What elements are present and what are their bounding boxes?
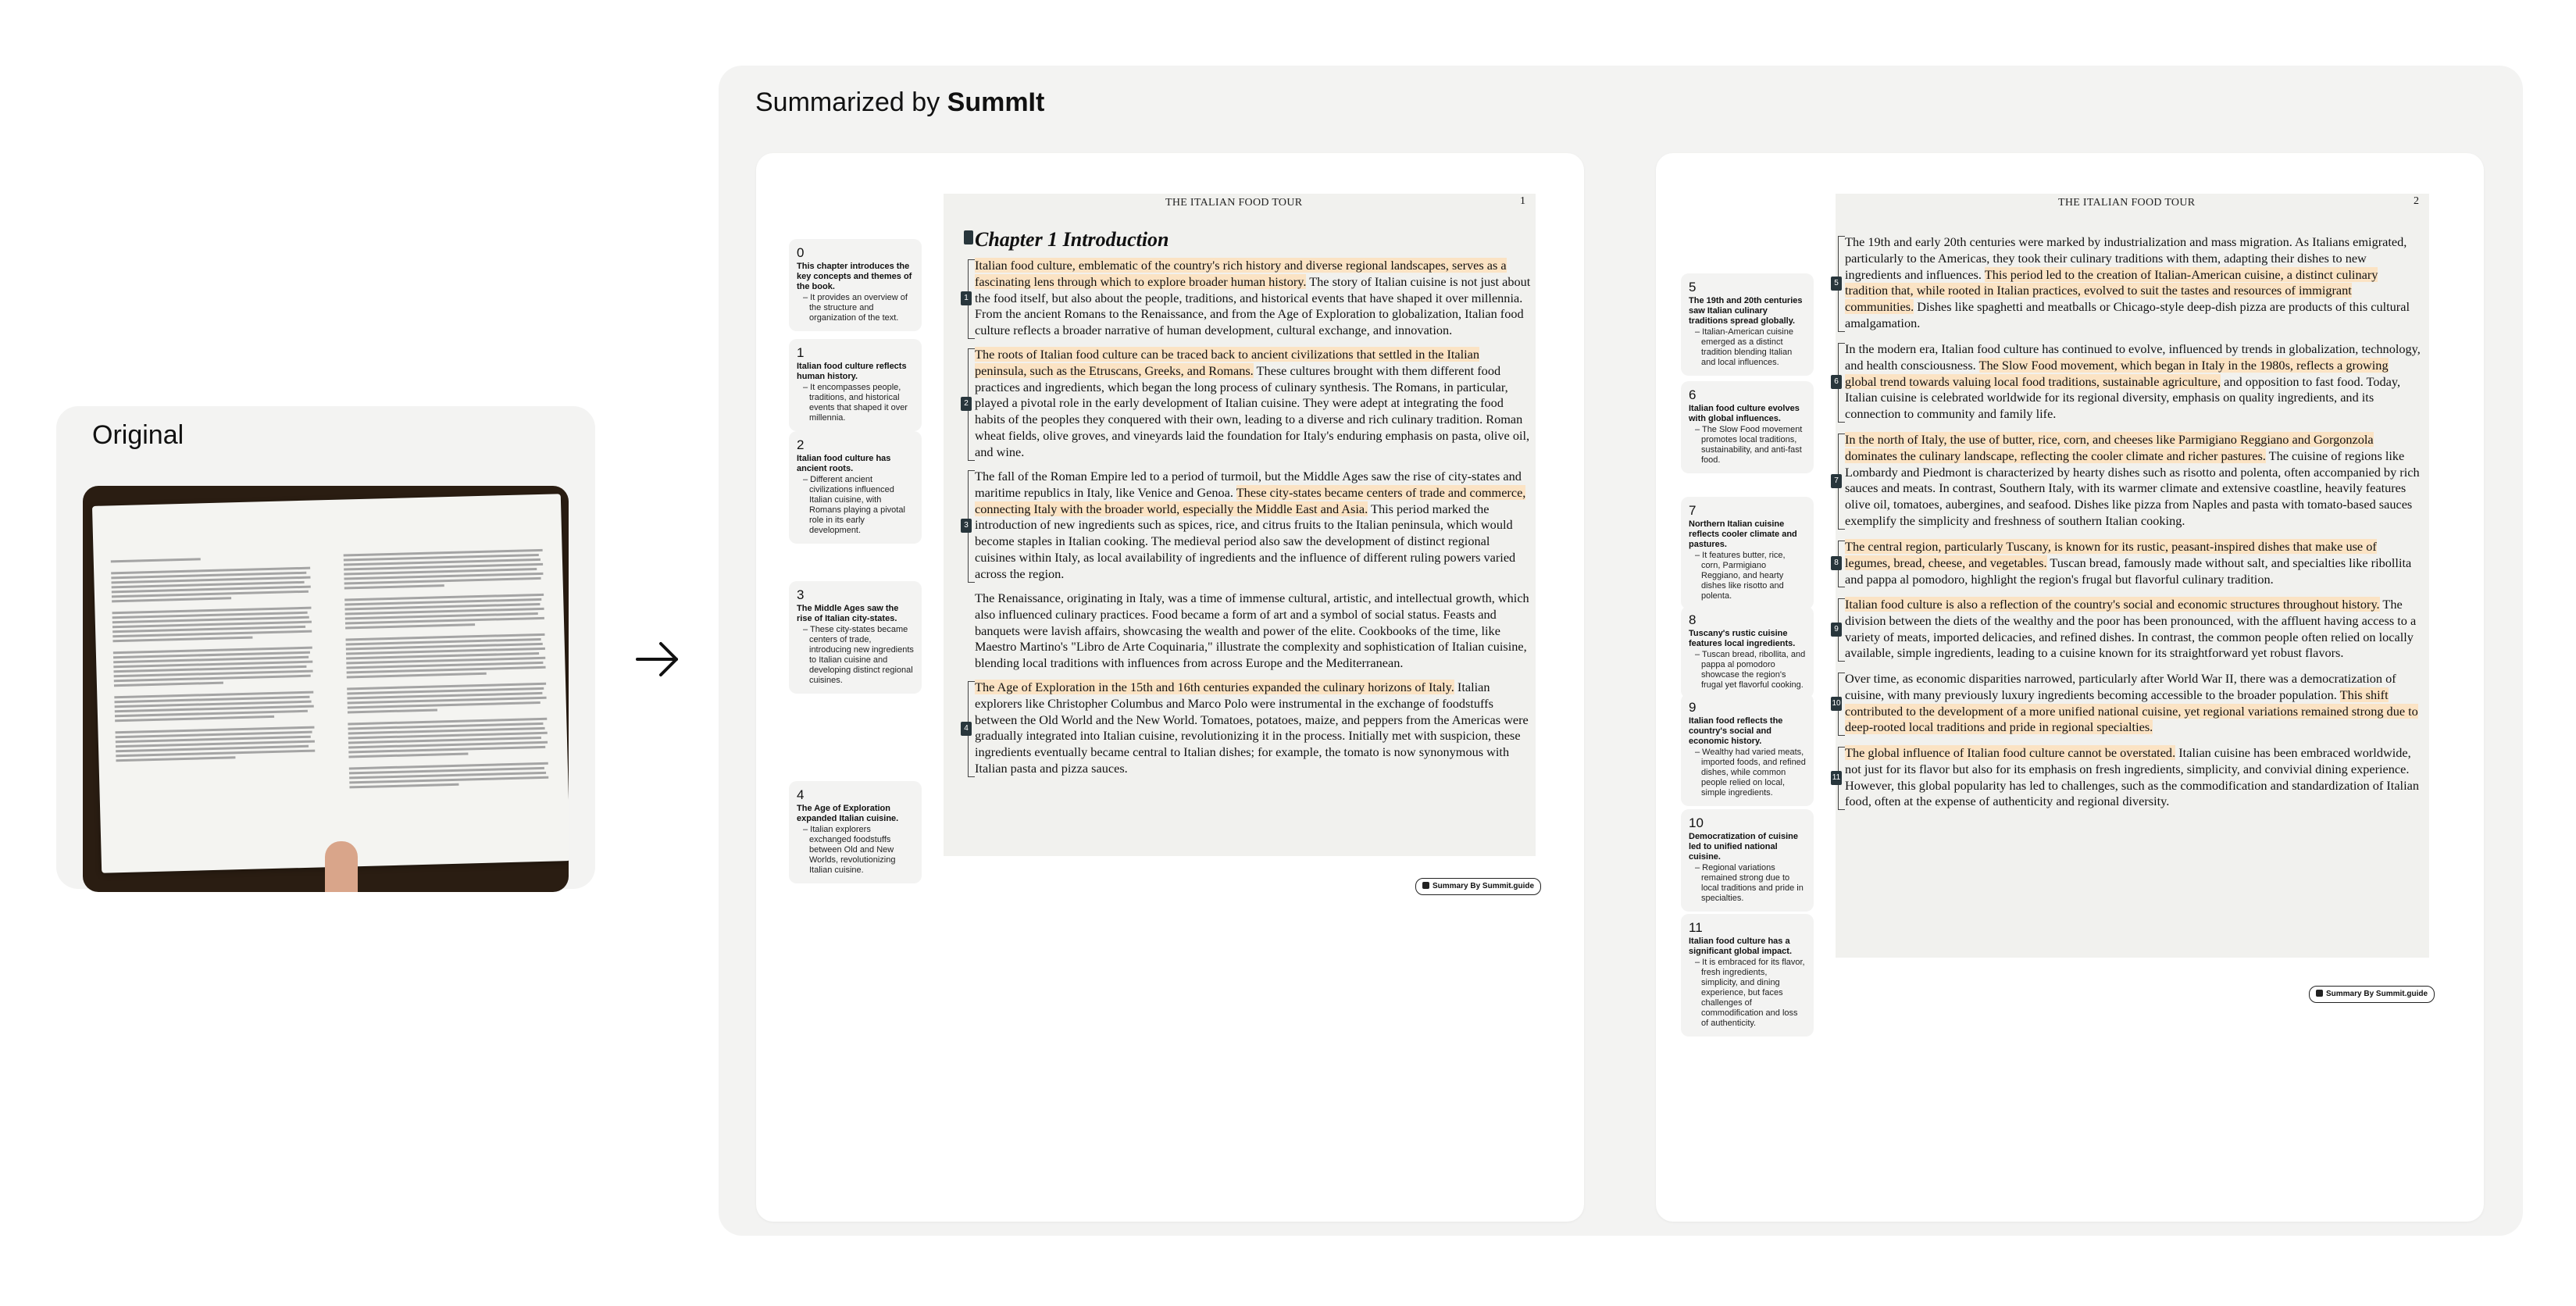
note-title: Italian food culture reflects human history.: [797, 362, 907, 381]
note-number: 6: [1689, 387, 1697, 402]
note-title: The 19th and 20th centuries saw Italian culinary traditions spread globally.: [1689, 296, 1803, 326]
paragraph-text: The 19th and early 20th centuries were marked by industrialization and mass migration. As Italians emigrated, particularly to the Americas, they took their culinary traditions with them, adapting their dishes to new ingredients and influences.: [1845, 234, 2407, 282]
original-label: Original: [92, 420, 184, 450]
highlighted-sentence[interactable]: The central region, particularly Tuscany, is known for its rustic, peasant-inspired dishes that make use of legumes, bread, cheese, and vegetables.: [1845, 539, 2377, 570]
note-title: Italian food culture has ancient roots.: [797, 454, 891, 473]
paragraph: [1845, 341, 2423, 423]
paragraph-text: Over time, as economic disparities narrowed, particularly after World War II, there was a democratization of cuisine, with many previously luxury ingredients becoming accessible to the broader population.: [1845, 671, 2396, 702]
highlighted-sentence[interactable]: Italian food culture, emblematic of the country's rich history and diverse regional landscapes, serves as a fascinating lens through which to explore broader human history.: [975, 258, 1507, 289]
paragraph-marker[interactable]: 3: [961, 519, 972, 533]
paragraph-marker[interactable]: 7: [1831, 474, 1842, 488]
summary-note[interactable]: [789, 781, 922, 883]
paragraph-text: Dishes like spaghetti and meatballs or Chicago-style deep-dish pizza are products of this cultural amalgamation.: [1845, 299, 2410, 330]
note-title: Northern Italian cuisine reflects cooler climate and pastures.: [1689, 519, 1797, 549]
note-bullet: – Tuscan bread, ribollita, and pappa al pomodoro showcase the region's frugal yet flavorful cooking.: [1695, 650, 1806, 690]
summary-note[interactable]: [789, 339, 922, 431]
paragraph-text: Italian cuisine has been embraced worldwide, not just for its flavor but also for its emphasis on fresh ingredients, simplicity, and convivial dining experience. However, this global popularity has led to challenges, such as the commodification and standardization of Italian food, often at the expense of authenticity and regional diversity.: [1845, 745, 2419, 809]
paragraph-text: The fall of the Roman Empire led to a period of turmoil, but the Middle Ages saw the rise of city-states and maritime republics in Italy, like Venice and Genoa.: [975, 469, 1522, 500]
summary-note[interactable]: [1681, 694, 1814, 806]
summary-note[interactable]: [789, 581, 922, 694]
paragraph-marker[interactable]: 11: [1831, 771, 1842, 785]
paragraph: [1845, 432, 2423, 530]
summary-label: Summarized by SummIt: [755, 87, 1045, 117]
paragraph-marker[interactable]: 1: [961, 291, 972, 305]
paragraph: [1845, 539, 2423, 587]
guide-label: Summary By Summit.guide: [1432, 882, 1535, 890]
note-bullet: – It encompasses people, traditions, and historical events that shaped it over millennia.: [803, 383, 908, 423]
paragraph-text: This period marked the introduction of new ingredients such as spices, rice, and citrus fruits to the Italian peninsula, which would become staples in Italian cooking. The medieval period also saw the development of distinct regional cuisines within Italy, as local availability of ingredients and the influence of different ruling powers varied across the region.: [975, 501, 1516, 581]
paragraph: [1845, 597, 2423, 662]
summary-note[interactable]: [1681, 809, 1814, 912]
original-page-left: [111, 555, 316, 765]
paragraph: [975, 591, 1531, 672]
summit-guide-badge[interactable]: [2309, 986, 2435, 1003]
highlighted-sentence[interactable]: The Age of Exploration in the 15th and 16th centuries expanded the culinary horizons of Italy.: [975, 680, 1454, 694]
note-bullet: – Wealthy had varied meats, imported foods, and refined dishes, while common people relied on local, simple ingredients.: [1695, 748, 1806, 798]
note-number: 10: [1689, 815, 1704, 830]
note-title: The Middle Ages saw the rise of Italian city-states.: [797, 604, 899, 623]
chapter-title: Chapter 1 Introduction: [975, 228, 1169, 251]
running-head: THE ITALIAN FOOD TOUR: [2058, 197, 2196, 209]
paragraph-marker[interactable]: 10: [1831, 697, 1842, 711]
paragraph-text: These cultures brought with them different food practices and ingredients, which began the long process of culinary synthesis. The Romans, in particular, played a pivotal role in the early development of Italian cuisine. They were adept at integrating the food habits of the peoples they conquered with their own, leading to a diverse and rich culinary tradition. Roman wheat fields, olive groves, and vineyards laid the foundation for Italy's enduring emphasis on pasta, olive oil, and wine.: [975, 362, 1530, 459]
paragraph-text: The Renaissance, originating in Italy, was a time of immense cultural, artistic, and intellectual growth, which also influenced culinary practices. Food became a form of art and a symbol of social status. Feasts and banquets were lavish affairs, showcasing the wealth and power of the elite. Cookbooks of the time, like Maestro Martino's "Libro de Arte Coquinaria," illustrate the complexity and sophistication of Italian cuisine, blending local traditions with influences from across Europe and the Mediterranean.: [975, 591, 1529, 671]
note-number: 3: [797, 587, 805, 602]
highlighted-sentence[interactable]: The global influence of Italian food culture cannot be overstated.: [1845, 745, 2176, 760]
running-head: THE ITALIAN FOOD TOUR: [1165, 197, 1303, 209]
note-title: This chapter introduces the key concepts and themes of the book.: [797, 262, 912, 291]
paragraph: [975, 258, 1531, 339]
note-title: Democratization of cuisine led to unified national cuisine.: [1689, 832, 1798, 862]
note-number: 0: [797, 245, 805, 260]
note-bullet: – It provides an overview of the structure and organization of the text.: [803, 293, 908, 323]
highlighted-sentence[interactable]: Italian food culture is also a reflection of the country's social and economic structures throughout history.: [1845, 597, 2380, 612]
highlighted-sentence[interactable]: These city-states became centers of trade and commerce, connecting Italy with the broader world, especially the Middle East and Asia.: [975, 484, 1526, 516]
summary-note[interactable]: [1681, 606, 1814, 698]
note-title: The Age of Exploration expanded Italian cuisine.: [797, 804, 899, 823]
note-number: 5: [1689, 280, 1697, 294]
paragraph-text: Tuscan bread, famously made without salt, and specialties like ribollita and pappa al pomodoro, highlight the region's frugal but flavorful culinary tradition.: [1845, 555, 2412, 587]
summit-logo-icon: [2316, 990, 2323, 997]
paragraph-text: In the modern era, Italian food culture has continued to evolve, influenced by trends in globalization, technology, and health consciousness.: [1845, 341, 2421, 373]
paragraph-text: The story of Italian cuisine is not just about the food itself, but also about the people, traditions, and historical events that have shaped it over millennia. From the ancient Romans to the Renaissance, and from the Age of Exploration to globalization, Italian food culture reflects a broader narrative of human development, cultural exchange, and innovation.: [975, 273, 1531, 338]
highlighted-sentence[interactable]: The roots of Italian food culture can be traced back to ancient civilizations that settled in the Italian peninsula, such as the Etruscans, Greeks, and Romans.: [975, 347, 1480, 378]
paragraph-marker[interactable]: 8: [1831, 556, 1842, 570]
original-document-paper: [92, 494, 569, 873]
summit-logo-icon: [1422, 882, 1429, 889]
summary-note[interactable]: [1681, 381, 1814, 473]
note-bullet: – The Slow Food movement promotes local traditions, sustainability, and anti-fast food.: [1695, 425, 1803, 465]
summary-note[interactable]: [1681, 914, 1814, 1037]
note-title: Italian food culture evolves with global influences.: [1689, 404, 1800, 423]
paragraph: [1845, 234, 2423, 332]
note-bullet: – Regional variations remained strong due to local traditions and pride in specialties.: [1695, 863, 1804, 903]
summary-note[interactable]: [1681, 497, 1814, 609]
paragraph-marker[interactable]: 6: [1831, 375, 1842, 389]
note-number: 4: [797, 787, 805, 802]
paragraph-marker[interactable]: 9: [1831, 623, 1842, 637]
page-number: 1: [1520, 195, 1525, 207]
paragraph: [975, 680, 1531, 777]
note-bullet: – Different ancient civilizations influenced Italian cuisine, with Romans playing a pivotal role in its early development.: [803, 475, 905, 535]
highlighted-sentence[interactable]: This shift contributed to the development of a more unified national cuisine, yet regional variations remained strong due to deep-rooted local traditions and pride in regional specialties.: [1845, 687, 2418, 735]
highlighted-sentence[interactable]: The Slow Food movement, which began in Italy in the 1980s, reflects a growing global trend towards valuing local food traditions, sustainable agriculture,: [1845, 357, 2389, 389]
paragraph: [1845, 671, 2423, 736]
note-number: 2: [797, 437, 805, 452]
paragraph: [1845, 745, 2423, 810]
paragraph-marker[interactable]: 5: [1831, 277, 1842, 291]
paragraph-text: The division between the diets of the wealthy and the poor has been pronounced, with the affluent having access to a variety of meats, imported delicacies, and refined dishes. In contrast, the common people often relied on locally available, simple ingredients, leading to a cuisine known for its straightforward yet robust flavors.: [1845, 597, 2417, 661]
note-number: 7: [1689, 503, 1697, 518]
brand-name: SummIt: [947, 87, 1045, 117]
paragraph: [975, 347, 1531, 461]
section-marker: [964, 230, 973, 244]
arrow-right-icon: [633, 634, 683, 684]
note-bullet: – These city-states became centers of trade, introducing new ingredients to Italian cuisine and developing distinct regional cuisines.: [803, 625, 914, 685]
paragraph-marker[interactable]: 4: [961, 722, 972, 736]
note-title: Italian food culture has a significant global impact.: [1689, 937, 1793, 956]
note-bullet: – Italian explorers exchanged foodstuffs between Old and New Worlds, revolutionizing Italian cuisine.: [803, 825, 896, 875]
note-title: Italian food reflects the country's social and economic history.: [1689, 716, 1783, 746]
summary-note[interactable]: [1681, 273, 1814, 376]
note-number: 11: [1689, 920, 1703, 935]
note-number: 8: [1689, 612, 1697, 627]
summit-guide-badge[interactable]: [1415, 878, 1541, 895]
note-bullet: – It features butter, rice, corn, Parmigiano Reggiano, and hearty dishes like risotto and polenta.: [1695, 551, 1786, 601]
note-title: Tuscany's rustic cuisine features local ingredients.: [1689, 629, 1796, 648]
finger: [325, 841, 358, 892]
highlighted-sentence[interactable]: This period led to the creation of Italian-American cuisine, a distinct culinary tradition that, while rooted in Italian practices, evolved to suit the tastes and resources of immigrant communities.: [1845, 266, 2378, 315]
original-page-right: [344, 549, 549, 791]
summary-note[interactable]: [789, 239, 922, 331]
highlighted-sentence[interactable]: In the north of Italy, the use of butter, rice, corn, and cheeses like Parmigiano Reggiano and Gorgonzola dominates the culinary landscape, reflecting the cooler climate and richer pastures.: [1845, 432, 2374, 463]
paragraph: [975, 469, 1531, 583]
note-number: 9: [1689, 700, 1697, 715]
note-bullet: – It is embraced for its flavor, fresh ingredients, simplicity, and dining experience, but faces challenges of commodification and loss of authenticity.: [1695, 958, 1805, 1028]
paragraph-text: The cuisine of regions like Lombardy and Piedmont is characterized by hearty dishes such as risotto and polenta, often accompanied by rich sauces and meats. In contrast, Southern Italy, with its warmer climate and extensive coastline, heavily features olive oil, tomatoes, aubergines, and seafood. Dishes like pizza from Naples and pasta with tomato-based sauces exemplify the simplicity and freshness of southern Italian cooking.: [1845, 448, 2420, 528]
summary-note[interactable]: [789, 431, 922, 544]
original-photo: [83, 486, 569, 892]
guide-label: Summary By Summit.guide: [2326, 990, 2428, 998]
page-number: 2: [2414, 195, 2419, 207]
paragraph-marker[interactable]: 2: [961, 397, 972, 411]
paragraph-text: Italian explorers like Christopher Columbus and Marco Polo were instrumental in the exchange of foodstuffs between the Old World and the New World. Tomatoes, potatoes, maize, and peppers from the Americas were gradually integrated into Italian cuisine, revolutionizing it in the process. Initially met with suspicion, these ingredients eventually became central to Italian dishes; for example, the tomato is now synonymous with Italian pasta and pizza sauces.: [975, 680, 1529, 776]
paragraph-text: and opposition to fast food. Today, Italian cuisine is celebrated worldwide for its regional diversity, emphasis on quality ingredients, and its connection to community and family life.: [1845, 373, 2401, 422]
note-bullet: – Italian-American cuisine emerged as a distinct tradition blending Italian and local influences.: [1695, 327, 1793, 367]
note-number: 1: [797, 345, 805, 360]
